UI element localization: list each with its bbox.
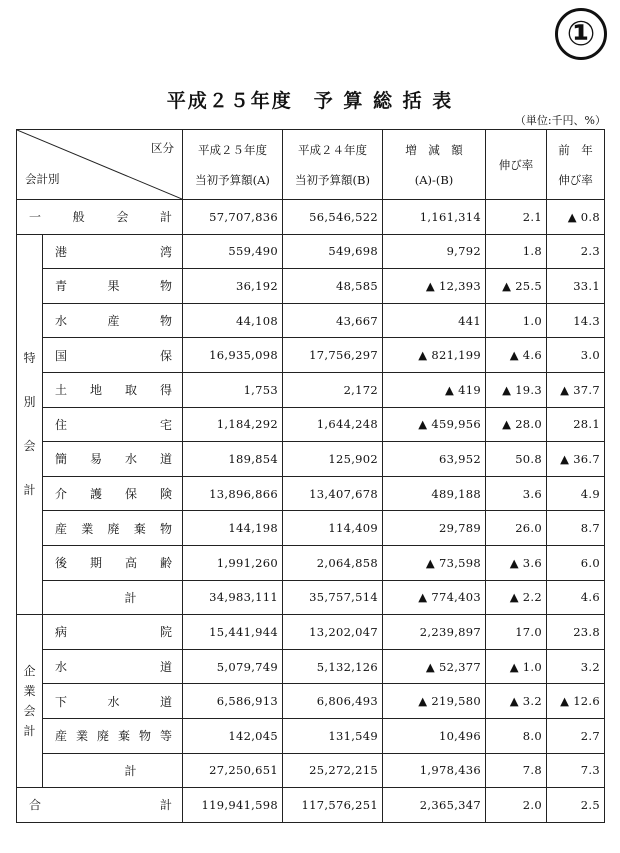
cell-rate: ▲ 28.0: [486, 407, 547, 442]
cell-a: 34,983,111: [183, 580, 283, 615]
cell-rate: ▲ 3.6: [486, 545, 547, 580]
row-label-text: 国 保: [55, 348, 172, 363]
cell-diff: ▲ 52,377: [383, 649, 486, 684]
row-label: [43, 511, 183, 546]
col-fy24-header: 平成２４年度 当初予算額(B): [283, 130, 383, 200]
cell-b: 114,409: [283, 511, 383, 546]
cell-a: 6,586,913: [183, 684, 283, 719]
col-prev-header: 前 年 伸び率: [547, 130, 605, 200]
cell-a: 57,707,836: [183, 200, 283, 235]
cell-a: 36,192: [183, 269, 283, 304]
table-row: [17, 684, 605, 719]
row-label: [43, 649, 183, 684]
cell-diff: ▲ 774,403: [383, 580, 486, 615]
header-diagonal-cell: [17, 130, 183, 200]
cell-b: 25,272,215: [283, 753, 383, 788]
cell-b: 43,667: [283, 303, 383, 338]
cell-diff: 2,365,347: [383, 788, 486, 823]
header-row: [17, 130, 605, 200]
table-row: [17, 407, 605, 442]
row-label: [43, 476, 183, 511]
cell-a: 1,991,260: [183, 545, 283, 580]
cell-a: 142,045: [183, 718, 283, 753]
cell-b: 2,064,858: [283, 545, 383, 580]
table-row: [17, 615, 605, 650]
cell-diff: ▲ 821,199: [383, 338, 486, 373]
cell-rate: 2.1: [486, 200, 547, 235]
table-row: [17, 442, 605, 477]
cell-prev: 8.7: [547, 511, 605, 546]
cell-diff: ▲ 219,580: [383, 684, 486, 719]
table-row: [17, 718, 605, 753]
row-label: [43, 338, 183, 373]
cell-a: 27,250,651: [183, 753, 283, 788]
cell-a: 44,108: [183, 303, 283, 338]
enterprise-group-label: [17, 615, 43, 788]
cell-b: 549,698: [283, 234, 383, 269]
row-label-text: 住 宅: [55, 417, 172, 432]
cell-rate: ▲ 25.5: [486, 269, 547, 304]
row-label-text: 後 期 高 齢: [55, 556, 172, 571]
col-fy25-header: 平成２５年度 当初予算額(A): [183, 130, 283, 200]
cell-prev: 3.2: [547, 649, 605, 684]
row-label: [43, 269, 183, 304]
row-label: [43, 407, 183, 442]
row-label-text: 簡 易 水 道: [55, 452, 172, 467]
grand-total-row: [17, 788, 605, 823]
row-label-text: 介 護 保 険: [55, 487, 172, 502]
cell-prev: 14.3: [547, 303, 605, 338]
cell-rate: 8.0: [486, 718, 547, 753]
cell-prev: 4.9: [547, 476, 605, 511]
cell-rate: ▲ 2.2: [486, 580, 547, 615]
group-char: 企: [23, 664, 36, 679]
table-row: [17, 511, 605, 546]
division-label: 区分: [151, 141, 174, 155]
table-row: [17, 269, 605, 304]
table-row: [17, 476, 605, 511]
cell-b: 5,132,126: [283, 649, 383, 684]
group-char: 計: [23, 724, 36, 739]
cell-b: 125,902: [283, 442, 383, 477]
table-row: [17, 303, 605, 338]
cell-diff: 441: [383, 303, 486, 338]
cell-prev: ▲ 36.7: [547, 442, 605, 477]
cell-prev: 33.1: [547, 269, 605, 304]
cell-rate: 50.8: [486, 442, 547, 477]
cell-prev: 3.0: [547, 338, 605, 373]
cell-b: 13,407,678: [283, 476, 383, 511]
row-label-text: 下 水 道: [55, 694, 172, 709]
cell-diff: ▲ 73,598: [383, 545, 486, 580]
cell-rate: 2.0: [486, 788, 547, 823]
row-label-text: 水 産 物: [55, 314, 172, 329]
row-label-text: 一 般 会 計: [29, 210, 172, 225]
cell-a: 13,896,866: [183, 476, 283, 511]
table-row: [17, 649, 605, 684]
cell-diff: 9,792: [383, 234, 486, 269]
subtotal-label: 計: [43, 753, 183, 788]
unit-note: （単位:千円、%）: [514, 114, 606, 127]
group-char: 会: [23, 439, 36, 454]
cell-rate: ▲ 19.3: [486, 372, 547, 407]
cell-prev: ▲ 12.6: [547, 684, 605, 719]
cell-prev: 2.3: [547, 234, 605, 269]
cell-a: 15,441,944: [183, 615, 283, 650]
cell-prev: 2.7: [547, 718, 605, 753]
cell-a: 559,490: [183, 234, 283, 269]
cell-rate: 1.0: [486, 303, 547, 338]
subtotal-row: [17, 753, 605, 788]
cell-diff: 63,952: [383, 442, 486, 477]
row-label-text: 青 果 物: [55, 279, 172, 294]
group-char: 会: [23, 704, 36, 719]
row-label: [43, 615, 183, 650]
cell-diff: ▲ 459,956: [383, 407, 486, 442]
row-label: [43, 303, 183, 338]
row-label-text: 産業廃棄物等: [55, 729, 172, 744]
cell-b: 56,546,522: [283, 200, 383, 235]
cell-b: 35,757,514: [283, 580, 383, 615]
row-label: [17, 788, 183, 823]
cell-diff: 2,239,897: [383, 615, 486, 650]
cell-prev: 7.3: [547, 753, 605, 788]
group-char: 計: [23, 483, 36, 498]
cell-prev: 4.6: [547, 580, 605, 615]
cell-prev: 28.1: [547, 407, 605, 442]
cell-rate: 1.8: [486, 234, 547, 269]
account-label: 会計別: [25, 172, 60, 186]
group-char: 特: [23, 351, 36, 366]
page-number-badge: ①: [555, 8, 607, 60]
row-label-text: 水 道: [55, 660, 172, 675]
cell-a: 16,935,098: [183, 338, 283, 373]
table-row: [17, 545, 605, 580]
col-diff-header: 増 減 額 (A)-(B): [383, 130, 486, 200]
cell-a: 144,198: [183, 511, 283, 546]
cell-diff: 10,496: [383, 718, 486, 753]
col-rate-header: 伸び率: [486, 130, 547, 200]
group-char: 別: [23, 395, 36, 410]
cell-a: 1,184,292: [183, 407, 283, 442]
page-title: 平成２５年度 予 算 総 括 表: [166, 90, 454, 112]
cell-prev: ▲ 37.7: [547, 372, 605, 407]
cell-b: 17,756,297: [283, 338, 383, 373]
row-label: [43, 718, 183, 753]
subtotal-label: 計: [43, 580, 183, 615]
row-label-text: 土 地 取 得: [55, 383, 172, 398]
subtotal-row: [17, 580, 605, 615]
row-label: [43, 545, 183, 580]
cell-diff: ▲ 12,393: [383, 269, 486, 304]
row-label-text: 合 計: [29, 798, 172, 813]
cell-a: 119,941,598: [183, 788, 283, 823]
cell-rate: ▲ 3.2: [486, 684, 547, 719]
row-label-text: 産 業 廃 棄 物: [55, 521, 172, 536]
cell-diff: 29,789: [383, 511, 486, 546]
cell-rate: 7.8: [486, 753, 547, 788]
cell-rate: ▲ 4.6: [486, 338, 547, 373]
row-label: [43, 684, 183, 719]
group-char: 業: [23, 684, 36, 699]
cell-b: 48,585: [283, 269, 383, 304]
table-row: [17, 234, 605, 269]
row-label: [43, 234, 183, 269]
cell-prev: 2.5: [547, 788, 605, 823]
cell-prev: 6.0: [547, 545, 605, 580]
cell-rate: 3.6: [486, 476, 547, 511]
row-label: [43, 442, 183, 477]
cell-b: 1,644,248: [283, 407, 383, 442]
cell-prev: 23.8: [547, 615, 605, 650]
cell-a: 1,753: [183, 372, 283, 407]
cell-b: 2,172: [283, 372, 383, 407]
budget-summary-table: [16, 129, 605, 823]
cell-diff: 489,188: [383, 476, 486, 511]
cell-rate: 17.0: [486, 615, 547, 650]
cell-diff: 1,161,314: [383, 200, 486, 235]
cell-b: 117,576,251: [283, 788, 383, 823]
cell-diff: 1,978,436: [383, 753, 486, 788]
cell-rate: ▲ 1.0: [486, 649, 547, 684]
cell-b: 6,806,493: [283, 684, 383, 719]
row-label: [43, 372, 183, 407]
row-label-text: 港 湾: [55, 244, 172, 259]
cell-diff: ▲ 419: [383, 372, 486, 407]
row-label-text: 病 院: [55, 625, 172, 640]
table-row: [17, 372, 605, 407]
table-row: [17, 338, 605, 373]
row-label: [17, 200, 183, 235]
cell-b: 13,202,047: [283, 615, 383, 650]
cell-b: 131,549: [283, 718, 383, 753]
cell-a: 5,079,749: [183, 649, 283, 684]
cell-a: 189,854: [183, 442, 283, 477]
cell-rate: 26.0: [486, 511, 547, 546]
table-row: [17, 200, 605, 235]
cell-prev: ▲ 0.8: [547, 200, 605, 235]
special-group-label: [17, 234, 43, 615]
